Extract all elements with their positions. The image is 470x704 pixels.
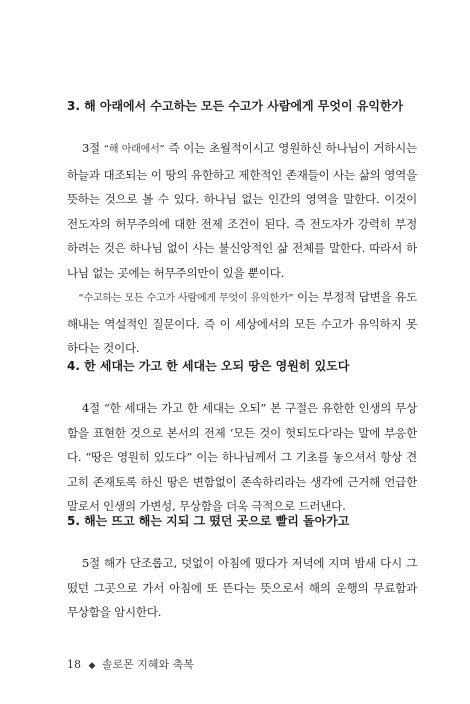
- paragraph: [67, 285, 417, 361]
- verse-quote: “수고하는 모든 수고가 사람에게 무엇이 유익한가”: [78, 293, 294, 304]
- diamond-bullet-icon: ◆: [88, 661, 96, 671]
- paragraph: [67, 136, 417, 285]
- section-heading: 5. 해는 뜨고 해는 지되 그 떴던 곳으로 빨리 돌아가고: [67, 514, 350, 528]
- page-number: 18: [67, 658, 81, 671]
- verse-quote: “해 아래에서”: [103, 144, 165, 155]
- paragraph: [67, 396, 417, 519]
- page-footer: [67, 658, 194, 673]
- paragraph-text: 즉 이는 초월적이시고 영원하신 하나님이 거하시는 하늘과 대조되는 이 땅의 유한하고 제한적인 존재들이 사는 삶의 영역을 뜻하는 것으로 볼 수 있다. 하나님 없는 인간의 영역을 말한다. 이것이 전도자의 허무주의에 대한 전제 조건이 된다. 즉 전도자가 강력히 부정하려는 것은 하나님 없이 사는 불신앙적인 삶 전체를 말한다. 따라서 하나님 없는 곳에는 허무주의만이 있을 뿐이다.: [67, 141, 417, 280]
- paragraph-text: 4절 “한 세대는 가고 한 세대는 오되” 본 구절은 유한한 인생의 무상함을 표현한 것으로 본서의 전제 ‘모든 것이 헛되도다’라는 말에 부응한다. “땅은 영원히 있도다” 이는 하나님께서 그 기초를 놓으셔서 항상 견고히 존재토록 하신 땅은 변함없이 존속하리라는 생각에 근거해 언급한 말로서 인생의 가변성, 무상함을 더욱 극적으로 드러낸다.: [67, 401, 417, 513]
- section-4: [67, 358, 417, 519]
- section-heading: 3. 해 아래에서 수고하는 모든 수고가 사람에게 무엇이 유익한가: [67, 99, 404, 113]
- verse-number: 3절: [81, 141, 100, 155]
- paragraph: [67, 551, 417, 625]
- section-3: [67, 98, 417, 361]
- section-heading: 4. 한 세대는 가고 한 세대는 오되 땅은 영원히 있도다: [67, 359, 350, 373]
- paragraph-text: 5절 해가 단조롭고, 덧없이 아침에 떴다가 저녁에 지며 밤새 다시 그 떴던 그곳으로 가서 아침에 또 뜬다는 뜻으로서 해의 운행의 무료함과 무상함을 암시한다.: [67, 556, 417, 619]
- book-title: 솔로몬 지혜와 축복: [101, 658, 194, 671]
- paragraph-text: 이는 부정적 답변을 유도해내는 역설적인 질문이다. 즉 이 세상에서의 모든 수고가 유익하지 못하다는 것이다.: [67, 290, 417, 355]
- section-5: [67, 513, 417, 625]
